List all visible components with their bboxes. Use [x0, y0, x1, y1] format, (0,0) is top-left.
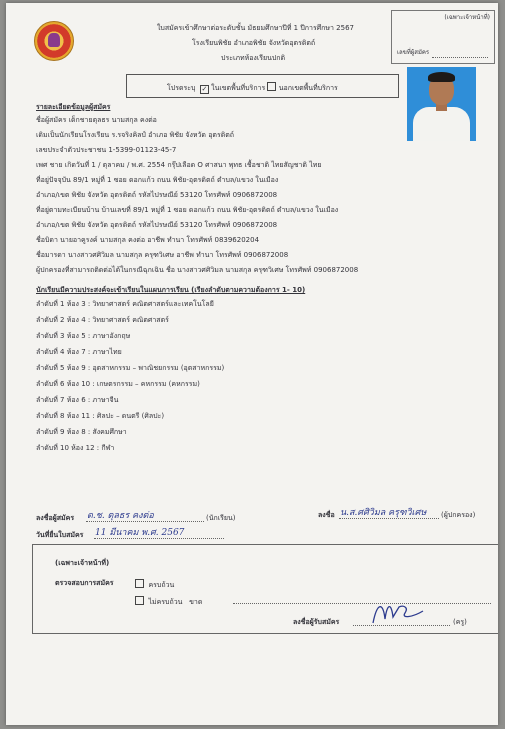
- applicant-line-address: ที่อยู่ปัจจุบัน 89/1 หมู่ที่ 1 ซอย ดอกแก้ว ถนน พิชัย-อุตรดิตถ์ ตำบล/แขวง ในเมือง: [36, 176, 279, 184]
- receiver-signature-label: ลงชื่อผู้รับสมัคร: [293, 618, 340, 626]
- office-id-box: [391, 10, 495, 64]
- complete-label: ครบถ้วน: [148, 581, 175, 589]
- incomplete-checkbox[interactable]: [135, 596, 144, 605]
- receiver-signature-scribble: [369, 597, 429, 627]
- applicant-line-mother: ชื่อมารดา นางสาวศศิวิมล นามสกุล ครุฑวิเศษ อาชีพ ทำนา โทรศัพท์ 0906872008: [36, 251, 289, 259]
- applicant-line-district: อำเภอ/เขต พิชัย จังหวัด อุตรดิตถ์ รหัสไปรษณีย์ 53120 โทรศัพท์ 0906872008: [36, 191, 278, 199]
- school-seal-logo: [34, 21, 74, 61]
- guardian-role: (ผู้ปกครอง): [441, 511, 476, 519]
- applicant-line-birth: เพศ ชาย เกิดวันที่ 1 / ตุลาคม / พ.ศ. 2554 กรุ๊ปเลือด O ศาสนา พุทธ เชื้อชาติ ไทยสัญชาติ ไทย: [36, 161, 322, 169]
- preference-item: ลำดับที่ 3 ห้อง 5 : ภาษาอังกฤษ: [36, 332, 131, 340]
- submission-date-value: 11 มีนาคม พ.ศ. 2567: [95, 528, 185, 538]
- in-area-label: ในเขตพื้นที่บริการ: [211, 84, 266, 92]
- preference-item: ลำดับที่ 9 ห้อง 8 : สังคมศึกษา: [36, 428, 127, 436]
- applicant-section-title: รายละเอียดข้อมูลผู้สมัคร: [36, 103, 111, 111]
- applicant-signature-line: [86, 521, 204, 522]
- applicant-signature-name: ด.ช. ตุลธร คงต่อ: [87, 511, 154, 521]
- receiver-role: (ครู): [453, 618, 467, 626]
- guardian-signature-name: น.ส.ศศิวิมล ครุฑวิเศษ: [340, 508, 427, 518]
- guardian-signature-label: ลงชื่อ: [318, 511, 335, 519]
- form-title-line3: ประเภทห้องเรียนปกติ: [221, 54, 286, 62]
- applicant-number-label: เลขที่ผู้สมัคร: [397, 49, 430, 56]
- applicant-number-line: [432, 57, 488, 58]
- preference-item: ลำดับที่ 7 ห้อง 6 : ภาษาจีน: [36, 396, 119, 404]
- office-only-note: (เฉพาะเจ้าหน้าที่): [444, 14, 490, 21]
- service-area-selector: [126, 74, 399, 98]
- missing-label: ขาด: [189, 598, 203, 606]
- applicant-photo: [407, 67, 476, 141]
- preference-item: ลำดับที่ 10 ห้อง 12 : กีฬา: [36, 444, 115, 452]
- missing-items-line: [233, 603, 491, 604]
- application-form: [6, 3, 498, 725]
- office-section-title: (เฉพาะเจ้าหน้าที่): [55, 559, 110, 567]
- preference-item: ลำดับที่ 6 ห้อง 10 : เกษตรกรรม – คหกรรม (คหกรรม): [36, 380, 200, 388]
- check-application-label: ตรวจสอบการสมัคร: [55, 579, 114, 587]
- form-title-line2: โรงเรียนพิชัย อำเภอพิชัย จังหวัดอุตรดิตถ์: [192, 39, 316, 47]
- service-area-prompt: โปรดระบุ: [167, 84, 196, 92]
- complete-checkbox[interactable]: [135, 579, 144, 588]
- applicant-line-father: ชื่อบิดา นายอาคูรงค์ นามสกุล คงต่อ อาชีพ ทำนา โทรศัพท์ 0839620204: [36, 236, 260, 244]
- applicant-line-house-registration: ที่อยู่ตามทะเบียนบ้าน บ้านเลขที่ 89/1 หมู่ที่ 1 ซอย ดอกแก้ว ถนน พิชัย-อุตรดิตถ์ ตำบล/แขวง ในเมือง: [36, 206, 339, 214]
- preference-item: ลำดับที่ 2 ห้อง 4 : วิทยาศาสตร์ คณิตศาสตร์: [36, 316, 169, 324]
- in-area-check-mark: ✓: [201, 85, 208, 93]
- preferences-section-title: นักเรียนมีความประสงค์จะเข้าเรียนในแผนการเรียน (เรียงลำดับตามความต้องการ 1- 10): [36, 286, 306, 294]
- applicant-line-school: เดิมเป็นนักเรียนโรงเรียน ร.รจริงคิลป์ อำเภอ พิชัย จังหวัด อุตรดิตถ์: [36, 131, 235, 139]
- incomplete-label: ไม่ครบถ้วน: [148, 598, 183, 606]
- applicant-line-registration-district: อำเภอ/เขต พิชัย จังหวัด อุตรดิตถ์ รหัสไปรษณีย์ 53120 โทรศัพท์ 0906872008: [36, 221, 278, 229]
- office-section: [32, 544, 498, 634]
- out-area-label: นอกเขตพื้นที่บริการ: [278, 84, 338, 92]
- preference-item: ลำดับที่ 8 ห้อง 11 : ศิลปะ – ดนตรี (ศิลปะ): [36, 412, 165, 420]
- form-title-line1: ใบสมัครเข้าศึกษาต่อระดับชั้น มัธยมศึกษาปีที่ 1 ปีการศึกษา 2567: [157, 24, 354, 32]
- applicant-line-id: เลขประจำตัวประชาชน 1-5399-01123-45-7: [36, 146, 177, 154]
- preference-item: ลำดับที่ 4 ห้อง 7 : ภาษาไทย: [36, 348, 122, 356]
- applicant-signature-label: ลงชื่อผู้สมัคร: [36, 514, 75, 522]
- applicant-line-guardian: ผู้ปกครองที่สามารถติดต่อได้ในกรณีฉุกเฉิน ชื่อ นางสาวศศิวิมล นามสกุล ครุฑวิเศษ โทรศัพท์ 0906872008: [36, 266, 359, 274]
- preference-item: ลำดับที่ 1 ห้อง 3 : วิทยาศาสตร์ คณิตศาสตร์และเทคโนโลยี: [36, 300, 214, 308]
- submission-date-label: วันที่ยื่นใบสมัคร: [36, 531, 84, 539]
- applicant-line-name: ชื่อผู้สมัคร เด็กชายตุลธร นามสกุล คงต่อ: [36, 116, 157, 124]
- submission-date-line: [94, 538, 224, 539]
- guardian-signature-line: [339, 518, 439, 519]
- applicant-role: (นักเรียน): [206, 514, 236, 522]
- preference-item: ลำดับที่ 5 ห้อง 9 : อุตสาหกรรม – พาณิชยกรรม (อุตสาหกรรม): [36, 364, 225, 372]
- out-area-checkbox[interactable]: [267, 82, 276, 91]
- in-area-checkbox[interactable]: [200, 85, 209, 94]
